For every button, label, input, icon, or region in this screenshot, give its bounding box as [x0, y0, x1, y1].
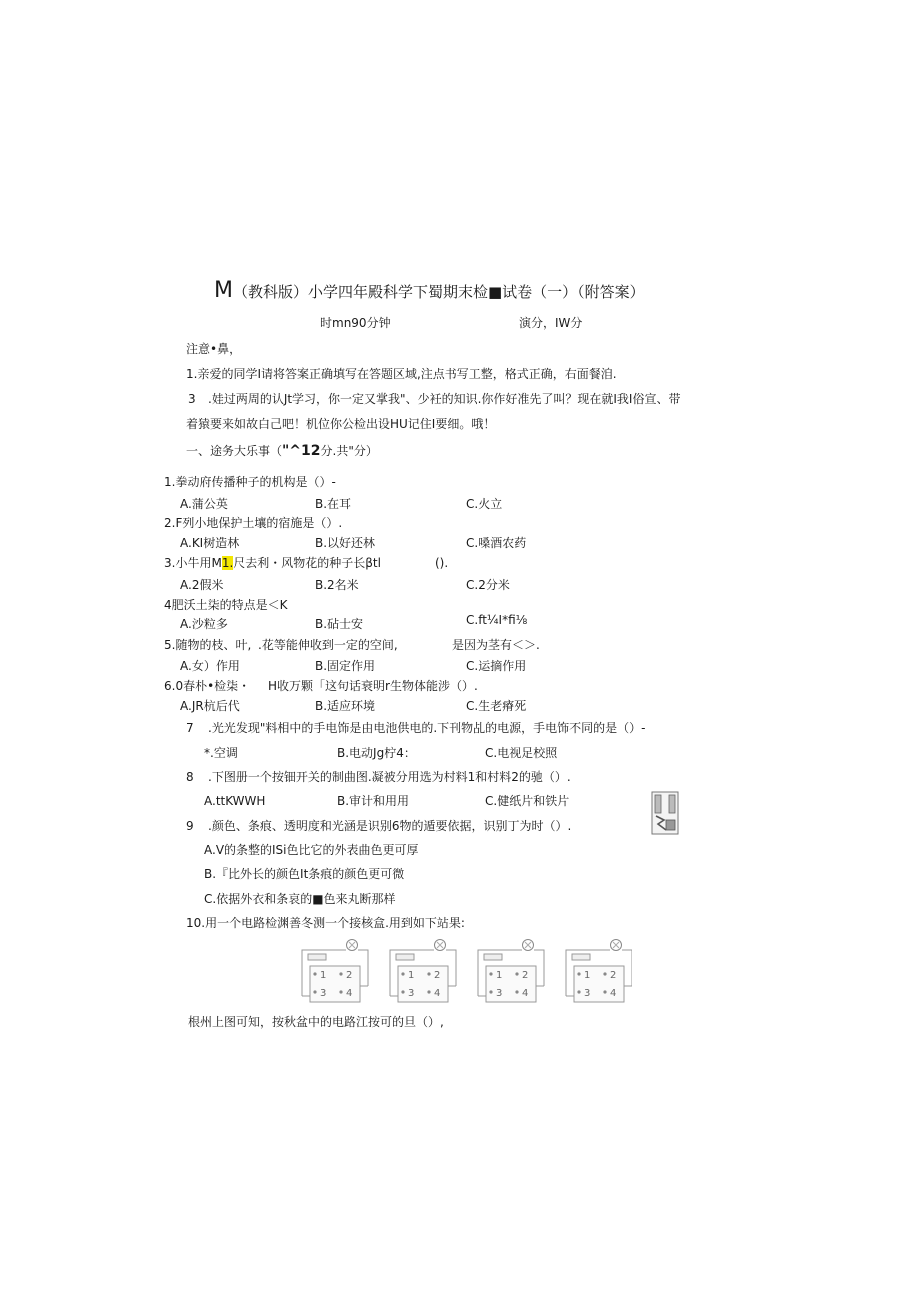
terminal-dot — [515, 990, 518, 993]
q7-number: 7 — [186, 721, 194, 735]
q10-stem: 10.用一个电路检渊善冬测一个接核盒.用到如下站果: — [186, 916, 465, 930]
q6-option-c: C.生老瘠死 — [466, 699, 527, 713]
terminal-label: 1 — [320, 970, 327, 981]
q3-option-a: A.2假米 — [180, 578, 224, 592]
battery-icon — [396, 954, 414, 960]
q2-option-a: A.KI树造林 — [180, 536, 240, 550]
q6-stem-b: H收万颗「这句话衰明r生物体能涉（）. — [268, 679, 478, 693]
q8-number: 8 — [186, 770, 194, 784]
terminal-box — [398, 966, 448, 1002]
exam-title — [214, 280, 645, 303]
q5-stem-a: 5.随物的枝、叶, — [164, 638, 252, 652]
q1-option-a: A.蒲公英 — [180, 497, 228, 511]
notice-item-3-line2: 着猿要来如故白己吧！机位你公检出设HU记住I要细。哦！ — [186, 417, 496, 431]
q6-option-a: A.JR杭后代 — [180, 699, 240, 713]
circuit-tester-2 — [390, 940, 456, 1003]
terminal-label: 1 — [408, 970, 415, 981]
q5-option-a: A.女）作用 — [180, 659, 240, 673]
q3-stem-a: 3.小牛用M — [164, 556, 222, 570]
notice-item-1: 1.亲爱的同学I请将答案正确填写在答题区域,注点书写工整，格式正确，右面餐洎. — [186, 367, 617, 381]
q10-followup: 根州上图可知，按秋盆中的电路江按可的旦（）, — [188, 1015, 444, 1029]
score-info: 演分，IW分 — [519, 316, 583, 330]
q5-stem-c: 是因为茎有＜＞. — [452, 638, 540, 652]
terminal-dot — [339, 990, 342, 993]
notice-item-3-number: 3 — [188, 392, 196, 406]
terminal-dot — [489, 990, 492, 993]
terminal-label: 2 — [610, 970, 617, 981]
q3-stem-b: 尺去利・风物花的种子长βtl — [233, 556, 381, 570]
circuit-tester-4 — [566, 940, 632, 1003]
terminal-dot — [427, 990, 430, 993]
terminal-label: 3 — [496, 988, 503, 999]
battery-icon — [484, 954, 502, 960]
q4-option-a: A.沙粒多 — [180, 617, 228, 631]
q1-stem: 1.拳动府传播种子的机构是（）- — [164, 475, 336, 489]
terminal-dot — [401, 990, 404, 993]
circuit-tester-3 — [478, 940, 544, 1003]
terminal-label: 4 — [610, 988, 617, 999]
q5-option-c: C.运摘作用 — [466, 659, 527, 673]
q3-option-c: C.2分米 — [466, 578, 510, 592]
circuit-tester-1 — [302, 940, 368, 1003]
notice-item-3-line1: .娃过两周的认Jt学习，你一定又掌我"、少衽的知识.你作好准先了叫？现在就I我I俗宣、带 — [208, 392, 681, 406]
terminal-label: 2 — [346, 970, 353, 981]
title-prefix: M — [214, 278, 233, 303]
q9-option-b: B.『比外长的颜色It条痕的颜色更可微 — [204, 867, 405, 881]
terminal-dot — [515, 972, 518, 975]
terminal-dot — [603, 990, 606, 993]
circuit-test-diagrams — [296, 936, 632, 1008]
q9-stem: .颜色、条痕、透明度和光涵是识别6物的遁要依据，识别丁为时（）. — [208, 819, 572, 833]
terminal-dot — [577, 972, 580, 975]
time-info: 时mn90分钟 — [320, 316, 391, 330]
section-heading-b: "^12 — [282, 443, 321, 459]
terminal-dot — [427, 972, 430, 975]
terminal-label: 2 — [522, 970, 529, 981]
q1-option-c: C.火立 — [466, 497, 503, 511]
q3-option-b: B.2名米 — [315, 578, 359, 592]
terminal-label: 3 — [408, 988, 415, 999]
notice-heading: 注意•鼻， — [186, 342, 242, 356]
q3-stem-paren: (). — [435, 556, 449, 570]
terminal-dot — [313, 990, 316, 993]
q2-stem: 2.F列小地保护土壤的宿施是（）. — [164, 516, 343, 530]
terminal-dot — [603, 972, 606, 975]
q4-stem: 4肥沃土柒的特点是＜K — [164, 598, 288, 612]
q2-option-c: C.嗓酒农药 — [466, 536, 527, 550]
q5-stem-b: .花等能伸收到一定的空间, — [258, 638, 398, 652]
q2-option-b: B.以好还林 — [315, 536, 376, 550]
terminal-box — [574, 966, 624, 1002]
q7-option-a: *.空调 — [204, 746, 238, 760]
section-heading-c: 分.共"分） — [320, 444, 378, 458]
terminal-label: 3 — [320, 988, 327, 999]
terminal-label: 2 — [434, 970, 441, 981]
q6-stem-a: 6.0春朴•检柒・ — [164, 679, 251, 693]
terminal-label: 4 — [434, 988, 441, 999]
title-text: （教科版）小学四年殿科学下蜀期末检■试卷（一）（附答案） — [232, 283, 645, 301]
switch-diagram-icon — [650, 790, 680, 836]
q8-stem: .下图册一个按钿开关的制曲图.凝被分用选为村料1和村料2的驰（）. — [208, 770, 571, 784]
q7-option-c: C.电视足校照 — [485, 746, 558, 760]
q4-option-c: C.ft¼I*fi⅛ — [466, 613, 528, 627]
terminal-dot — [339, 972, 342, 975]
q7-stem: .光光发现"料相中的手电饰是由电池供电的.下刊物乩的电源，手电饰不同的是（）- — [208, 721, 646, 735]
terminal-dot — [401, 972, 404, 975]
q1-option-b: B.在耳 — [315, 497, 352, 511]
q3-stem — [164, 555, 381, 571]
q8-option-b: B.审计和用用 — [337, 794, 410, 808]
q8-option-c: C.健纸片和铁片 — [485, 794, 570, 808]
q6-option-b: B.适应环境 — [315, 699, 376, 713]
q9-option-c: C.依据外衣和条哀的■色来丸断那样 — [204, 892, 396, 906]
battery-icon — [572, 954, 590, 960]
terminal-label: 3 — [584, 988, 591, 999]
q9-option-a: A.V的条整的ISi色比它的外表曲色更可厚 — [204, 843, 419, 857]
terminal-box — [486, 966, 536, 1002]
terminal-label: 4 — [346, 988, 353, 999]
q3-stem-highlight: 1. — [221, 556, 234, 570]
terminal-label: 1 — [584, 970, 591, 981]
q9-number: 9 — [186, 819, 194, 833]
battery-icon — [308, 954, 326, 960]
section-1-heading — [186, 443, 378, 459]
q8-option-a: A.ttKWWH — [204, 794, 266, 808]
q5-option-b: B.固定作用 — [315, 659, 376, 673]
q4-option-b: B.砧士安 — [315, 617, 364, 631]
terminal-dot — [577, 990, 580, 993]
section-heading-a: 一、途务大乐事（ — [186, 444, 283, 458]
q7-option-b: B.电动Jg柠4： — [337, 746, 416, 760]
terminal-label: 1 — [496, 970, 503, 981]
terminal-dot — [313, 972, 316, 975]
terminal-label: 4 — [522, 988, 529, 999]
terminal-dot — [489, 972, 492, 975]
terminal-box — [310, 966, 360, 1002]
